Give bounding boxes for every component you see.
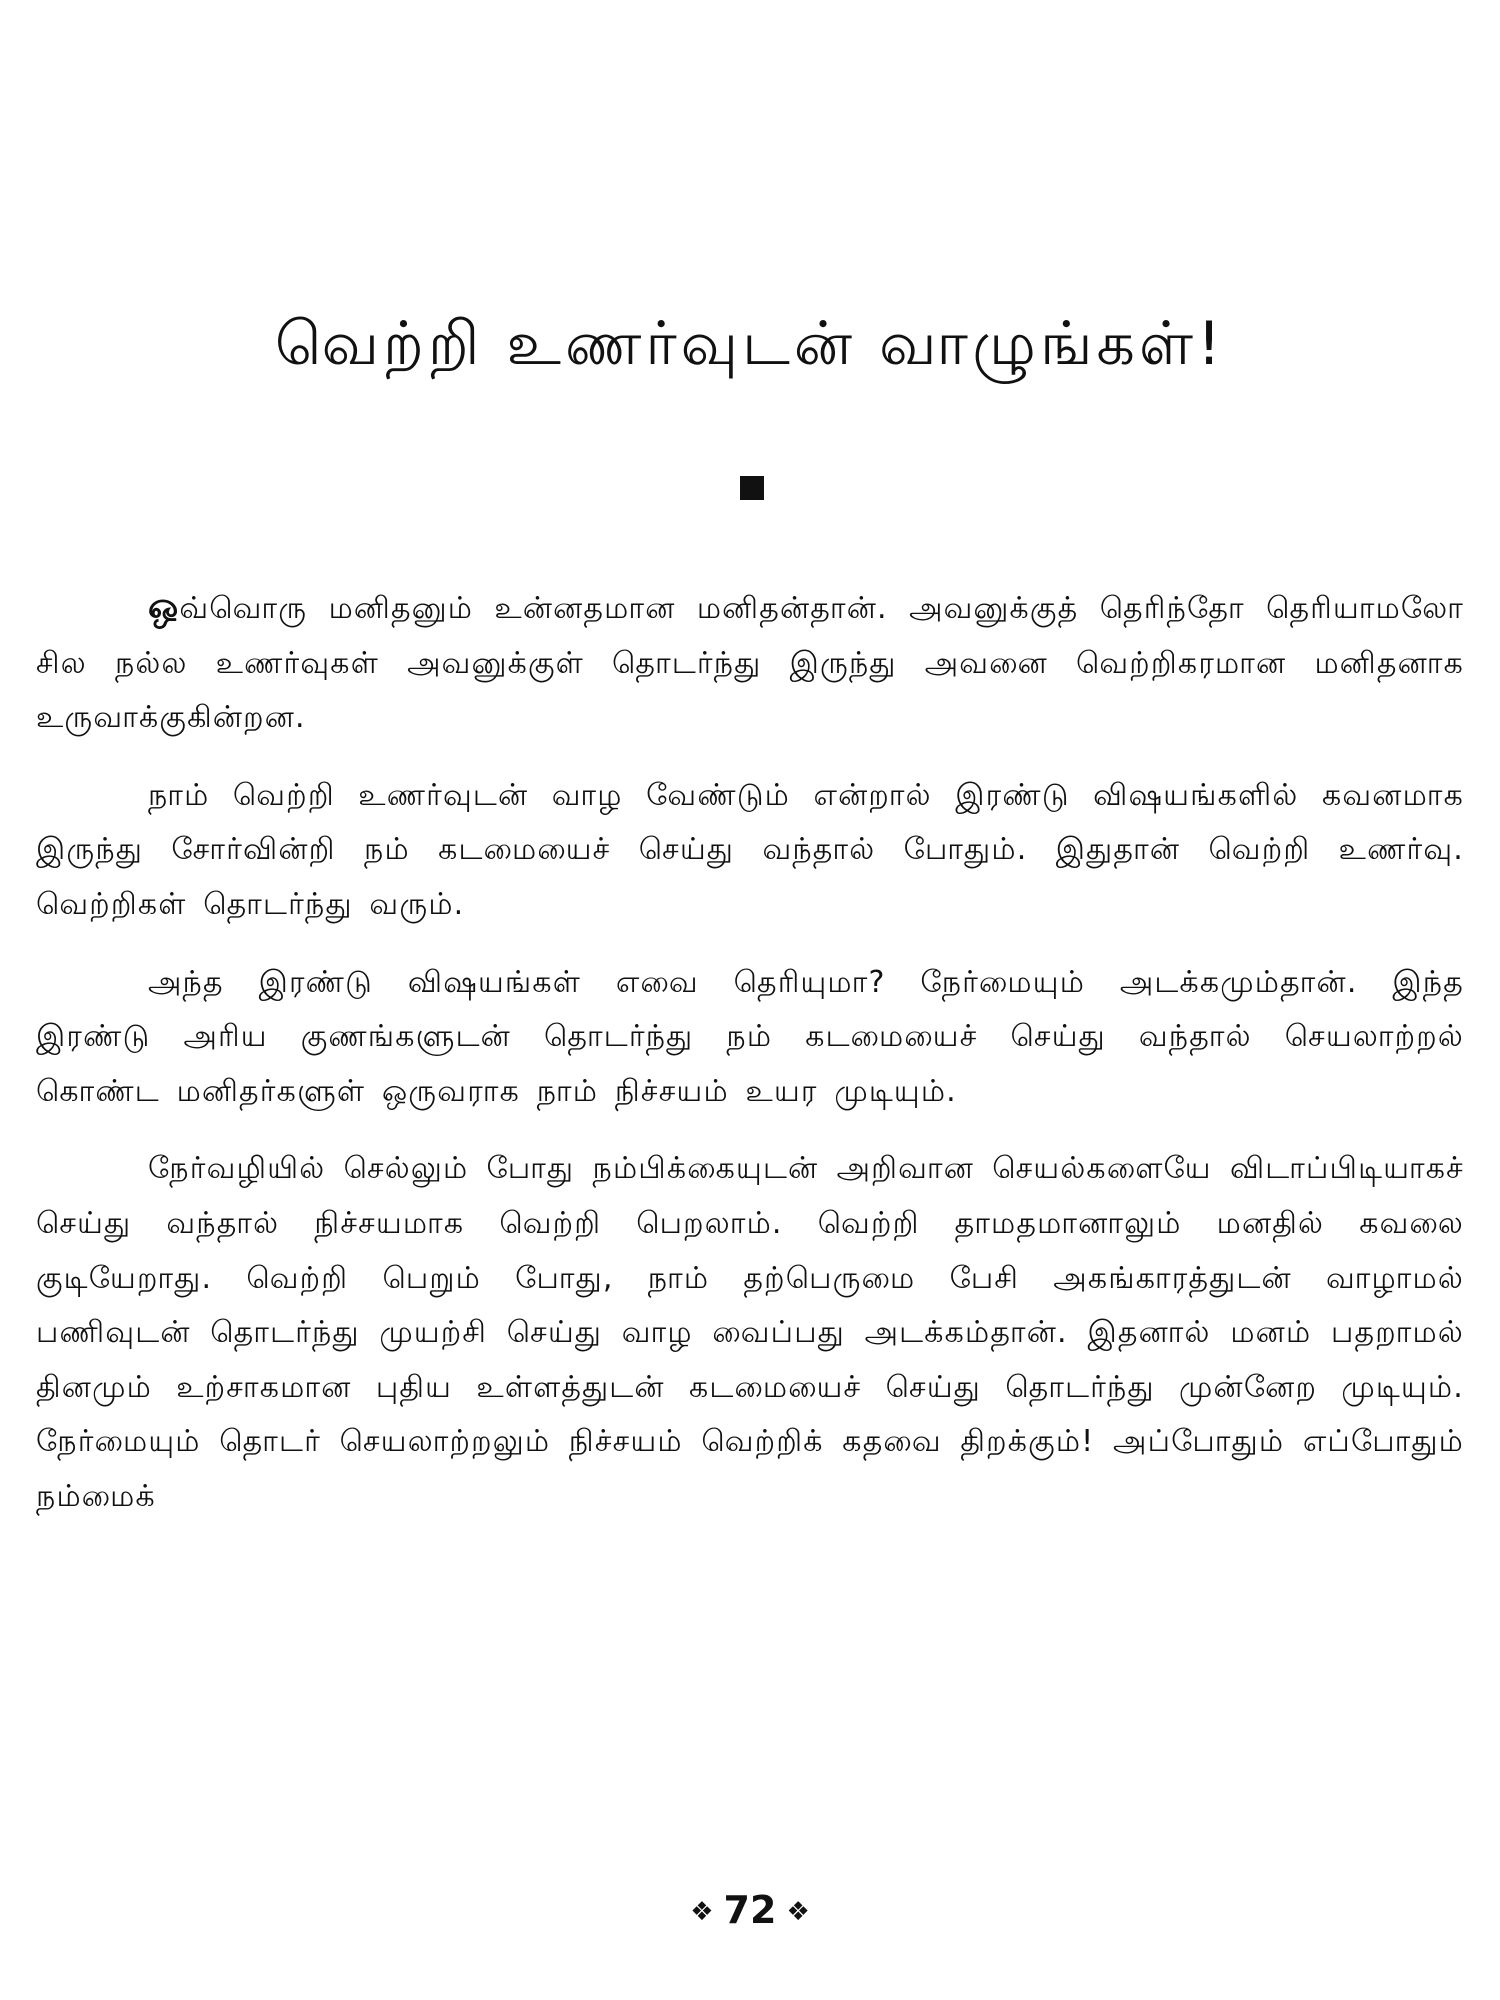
ornament-left-icon: ❖	[690, 1896, 714, 1927]
drop-letter: ஒ	[148, 586, 180, 627]
page-footer	[0, 1888, 1500, 1934]
section-divider-square	[740, 476, 764, 500]
body-text	[36, 580, 1464, 1548]
paragraph-1	[36, 580, 1464, 746]
ornament-right-icon: ❖	[786, 1896, 810, 1927]
paragraph-3: அந்த இரண்டு விஷயங்கள் எவை தெரியுமா? நேர்மையும் அடக்கமும்தான். இந்த இரண்டு அரிய குணங்களுடன் தொடர்ந்து நம் கடமையைச் செய்து வந்தால் செயலாற்றல் கொண்ட மனிதர்களுள் ஒருவராக நாம் நிச்சயம் உயர முடியும்.	[36, 964, 1464, 1109]
paragraph-4: நேர்வழியில் செல்லும் போது நம்பிக்கையுடன் அறிவான செயல்களையே விடாப்பிடியாகச் செய்து வந்தால் நிச்சயமாக வெற்றி பெறலாம். வெற்றி தாமதமானாலும் மனதில் கவலை குடியேறாது. வெற்றி பெறும் போது, நாம் தற்பெருமை பேசி அகங்காரத்துடன் வாழாமல் பணிவுடன் தொடர்ந்து முயற்சி செய்து வாழ வைப்பது அடக்கம்தான். இதனால் மனம் பதறாமல் தினமும் உற்சாகமான புதிய உள்ளத்துடன் கடமையைச் செய்து தொடர்ந்து முன்னேற முடியும். நேர்மையும் தொடர் செயலாற்றலும் நிச்சயம் வெற்றிக் கதவை திறக்கும்! அப்போதும் எப்போதும் நம்மைக்	[36, 1151, 1464, 1514]
chapter-title: வெற்றி உணர்வுடன் வாழுங்கள்!	[274, 309, 1226, 379]
paragraph-2: நாம் வெற்றி உணர்வுடன் வாழ வேண்டும் என்றால் இரண்டு விஷயங்களில் கவனமாக இருந்து சோர்வின்றி நம் கடமையைச் செய்து வந்தால் போதும். இதுதான் வெற்றி உணர்வு. வெற்றிகள் தொடர்ந்து வரும்.	[36, 777, 1464, 922]
page-number: 72	[723, 1888, 777, 1932]
paragraph-1-text: வ்வொரு மனிதனும் உன்னதமான மனிதன்தான். அவனுக்குத் தெரிந்தோ தெரியாமலோ சில நல்ல உணர்வுகள் அவனுக்குள் தொடர்ந்து இருந்து அவனை வெற்றிகரமான மனிதனாக உருவாக்குகின்றன.	[36, 591, 1464, 736]
